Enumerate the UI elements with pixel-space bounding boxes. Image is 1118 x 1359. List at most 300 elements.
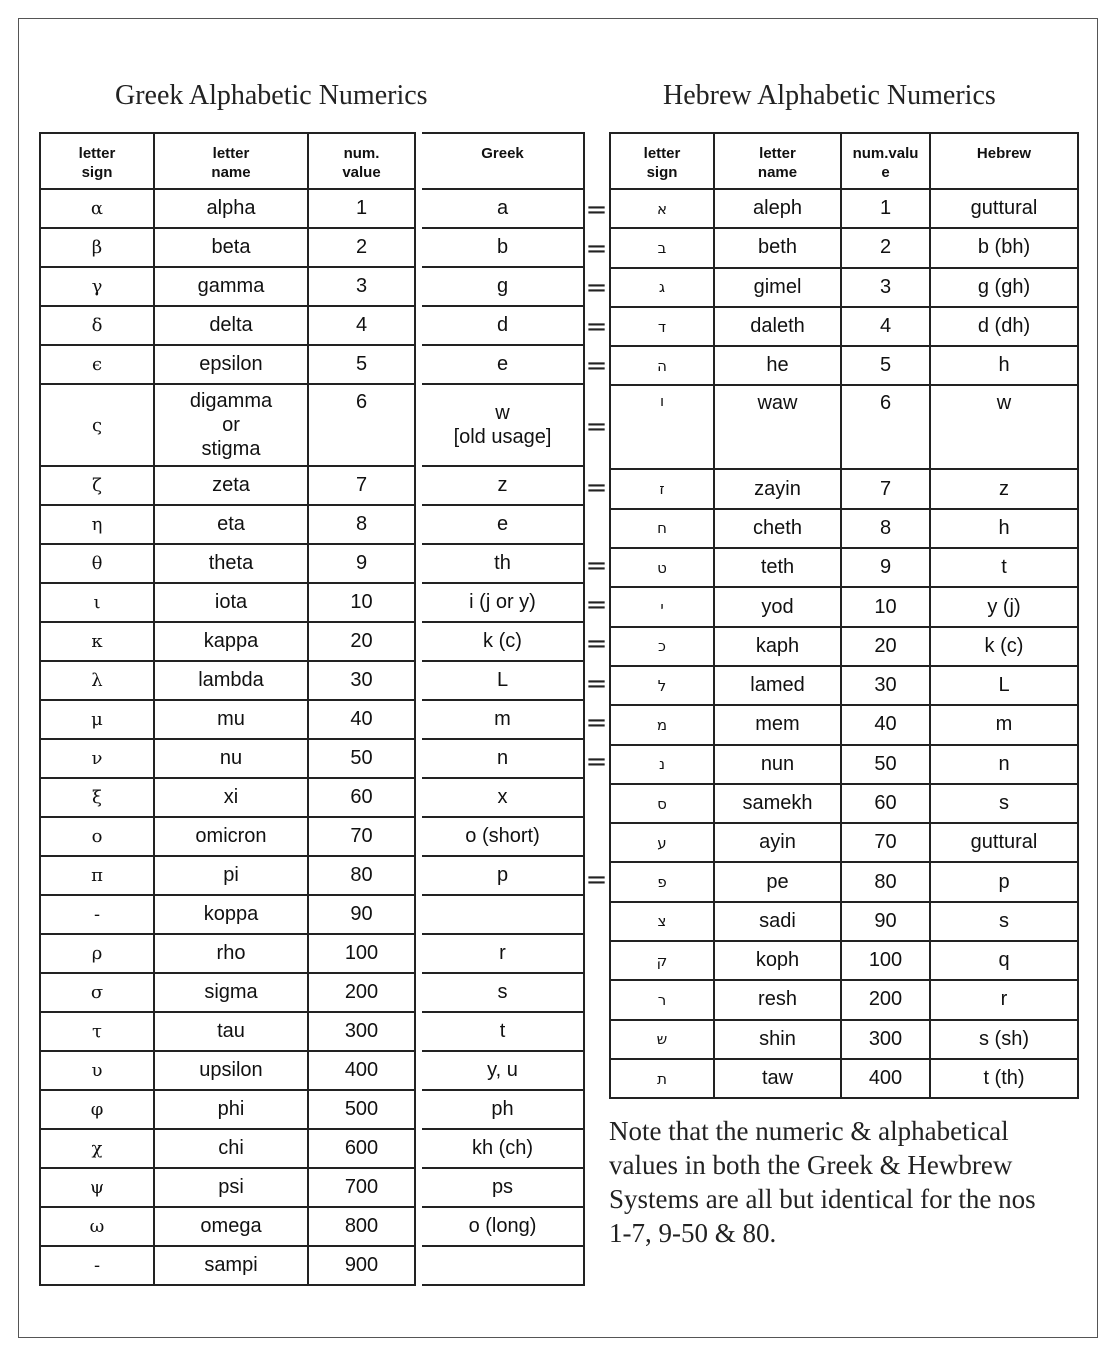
greek-num-value: 800 bbox=[308, 1207, 415, 1246]
greek-letter-name: iota bbox=[154, 583, 308, 622]
greek-row bbox=[40, 1051, 415, 1090]
greek-num-value: 1 bbox=[308, 189, 415, 228]
hebrew-letter-sign: נ bbox=[610, 745, 714, 784]
hebrew-table-title: Hebrew Alphabetic Numerics bbox=[663, 80, 996, 111]
hebrew-transliteration: h bbox=[930, 509, 1078, 548]
greek-num-value: 8 bbox=[308, 505, 415, 544]
equals-sign: = bbox=[585, 194, 608, 225]
translit-row bbox=[422, 895, 584, 934]
hebrew-letter-name: aleph bbox=[714, 189, 841, 228]
greek-num-value: 7 bbox=[308, 466, 415, 505]
hebrew-row bbox=[610, 587, 1078, 626]
greek-letter-name: pi bbox=[154, 856, 308, 895]
greek-letter-name: phi bbox=[154, 1090, 308, 1129]
greek-letter-name: delta bbox=[154, 306, 308, 345]
hebrew-letter-name: samekh bbox=[714, 784, 841, 823]
note-line: Note that the numeric & alphabetical bbox=[609, 1116, 1009, 1146]
hebrew-transliteration: k (c) bbox=[930, 627, 1078, 666]
hebrew-num-value: 300 bbox=[841, 1020, 930, 1059]
hebrew-letter-sign: צ bbox=[610, 902, 714, 941]
hebrew-letter-name: pe bbox=[714, 862, 841, 901]
hebrew-num-value: 6 bbox=[841, 385, 930, 469]
equals-sign: = bbox=[585, 864, 608, 895]
hebrew-row bbox=[610, 268, 1078, 307]
greek-row bbox=[40, 739, 415, 778]
hebrew-letter-sign: ג bbox=[610, 268, 714, 307]
greek-num-value: 400 bbox=[308, 1051, 415, 1090]
greek-num-value: 40 bbox=[308, 700, 415, 739]
equals-sign: = bbox=[585, 412, 608, 443]
greek-num-value: 90 bbox=[308, 895, 415, 934]
greek-letter-sign: λ bbox=[40, 661, 154, 700]
greek-row bbox=[40, 267, 415, 306]
greek-row bbox=[40, 466, 415, 505]
greek-row bbox=[40, 1207, 415, 1246]
hebrew-transliteration: t (th) bbox=[930, 1059, 1078, 1098]
greek-transliteration: b bbox=[422, 228, 584, 267]
greek-num-value: 200 bbox=[308, 973, 415, 1012]
hebrew-row bbox=[610, 980, 1078, 1019]
hebrew-num-value: 70 bbox=[841, 823, 930, 862]
translit-row bbox=[422, 306, 584, 345]
equals-sign bbox=[584, 1213, 609, 1252]
greek-row bbox=[40, 817, 415, 856]
greek-num-value: 70 bbox=[308, 817, 415, 856]
hebrew-row bbox=[610, 469, 1078, 508]
greek-letter-name-line: stigma bbox=[201, 438, 261, 460]
hebrew-letter-name: lamed bbox=[714, 666, 841, 705]
greek-letter-name: kappa bbox=[154, 622, 308, 661]
greek-transliteration: r bbox=[422, 934, 584, 973]
translit-row bbox=[422, 466, 584, 505]
greek-letter-name-line: or bbox=[222, 414, 240, 436]
greek-letter-name: epsilon bbox=[154, 345, 308, 384]
greek-num-value: 2 bbox=[308, 228, 415, 267]
greek-num-value: 700 bbox=[308, 1168, 415, 1207]
greek-transliteration: i (j or y) bbox=[422, 583, 584, 622]
hebrew-header-name: letter name bbox=[714, 133, 841, 189]
greek-header-row bbox=[40, 133, 415, 189]
hebrew-num-value: 9 bbox=[841, 548, 930, 587]
greek-letter-name: rho bbox=[154, 934, 308, 973]
greek-transliteration: ps bbox=[422, 1168, 584, 1207]
translit-row bbox=[422, 1051, 584, 1090]
hebrew-transliteration: m bbox=[930, 705, 1078, 744]
greek-row bbox=[40, 934, 415, 973]
hebrew-num-value: 2 bbox=[841, 228, 930, 267]
equals-sign bbox=[584, 899, 609, 938]
greek-row bbox=[40, 895, 415, 934]
greek-num-value: 4 bbox=[308, 306, 415, 345]
translit-row bbox=[422, 1090, 584, 1129]
hebrew-num-value: 30 bbox=[841, 666, 930, 705]
hebrew-row bbox=[610, 189, 1078, 228]
greek-num-value: 60 bbox=[308, 778, 415, 817]
greek-letter-name: lambda bbox=[154, 661, 308, 700]
greek-letter-sign: δ bbox=[40, 306, 154, 345]
hebrew-letter-name: shin bbox=[714, 1020, 841, 1059]
hebrew-header-translit: Hebrew bbox=[930, 133, 1078, 189]
greek-letter-sign: μ bbox=[40, 700, 154, 739]
greek-letter-sign: β bbox=[40, 228, 154, 267]
hebrew-num-value: 90 bbox=[841, 902, 930, 941]
hebrew-row bbox=[610, 902, 1078, 941]
hebrew-num-value: 8 bbox=[841, 509, 930, 548]
hebrew-row bbox=[610, 385, 1078, 469]
translit-row bbox=[422, 345, 584, 384]
hebrew-row bbox=[610, 509, 1078, 548]
hebrew-transliteration: s bbox=[930, 902, 1078, 941]
hebrew-letter-sign: ס bbox=[610, 784, 714, 823]
greek-transliteration-line: w bbox=[495, 402, 510, 424]
greek-row bbox=[40, 384, 415, 466]
greek-transliteration: t bbox=[422, 1012, 584, 1051]
hebrew-letter-sign: ר bbox=[610, 980, 714, 1019]
translit-row bbox=[422, 1207, 584, 1246]
equals-sign: = bbox=[585, 747, 608, 778]
equivalence-column bbox=[584, 132, 609, 1291]
hebrew-transliteration: z bbox=[930, 469, 1078, 508]
greek-num-value: 900 bbox=[308, 1246, 415, 1285]
hebrew-letter-name: nun bbox=[714, 745, 841, 784]
hebrew-header-value: num.valu e bbox=[841, 133, 930, 189]
hebrew-num-value: 60 bbox=[841, 784, 930, 823]
greek-row bbox=[40, 306, 415, 345]
note-line: 1-7, 9-50 & 80. bbox=[609, 1218, 777, 1248]
greek-num-value: 5 bbox=[308, 345, 415, 384]
hebrew-letter-sign: ד bbox=[610, 307, 714, 346]
hebrew-num-value: 7 bbox=[841, 469, 930, 508]
greek-row bbox=[40, 973, 415, 1012]
greek-transliteration: g bbox=[422, 267, 584, 306]
greek-letter-sign: - bbox=[40, 895, 154, 934]
greek-letter-sign: ρ bbox=[40, 934, 154, 973]
translit-row bbox=[422, 544, 584, 583]
greek-transliteration: y, u bbox=[422, 1051, 584, 1090]
hebrew-row bbox=[610, 1020, 1078, 1059]
translit-row bbox=[422, 1246, 584, 1285]
translit-row bbox=[422, 1129, 584, 1168]
greek-row bbox=[40, 189, 415, 228]
greek-letter-name: xi bbox=[154, 778, 308, 817]
hebrew-letter-sign: ו bbox=[610, 385, 714, 469]
hebrew-letter-name: waw bbox=[714, 385, 841, 469]
greek-letter-name: alpha bbox=[154, 189, 308, 228]
greek-letter-sign: κ bbox=[40, 622, 154, 661]
greek-letter-name: nu bbox=[154, 739, 308, 778]
greek-transliteration: o (short) bbox=[422, 817, 584, 856]
greek-transliteration: p bbox=[422, 856, 584, 895]
greek-transliteration: k (c) bbox=[422, 622, 584, 661]
hebrew-letter-name: daleth bbox=[714, 307, 841, 346]
hebrew-header-row bbox=[610, 133, 1078, 189]
equals-sign bbox=[584, 938, 609, 977]
greek-transliteration-table bbox=[422, 132, 585, 1286]
hebrew-transliteration: w bbox=[930, 385, 1078, 469]
greek-letter-sign: ζ bbox=[40, 466, 154, 505]
greek-row bbox=[40, 700, 415, 739]
greek-letter-name: zeta bbox=[154, 466, 308, 505]
hebrew-letter-name: resh bbox=[714, 980, 841, 1019]
hebrew-num-value: 80 bbox=[841, 862, 930, 901]
greek-num-value: 20 bbox=[308, 622, 415, 661]
hebrew-row bbox=[610, 228, 1078, 267]
hebrew-transliteration: b (bh) bbox=[930, 228, 1078, 267]
hebrew-letter-name: koph bbox=[714, 941, 841, 980]
equals-sign bbox=[584, 1056, 609, 1095]
greek-transliteration bbox=[422, 895, 584, 934]
greek-row bbox=[40, 505, 415, 544]
greek-letter-name: psi bbox=[154, 1168, 308, 1207]
hebrew-num-value: 40 bbox=[841, 705, 930, 744]
greek-transliteration: kh (ch) bbox=[422, 1129, 584, 1168]
equals-sign: = bbox=[585, 590, 608, 621]
translit-row bbox=[422, 1168, 584, 1207]
note-line: values in both the Greek & Hewbrew bbox=[609, 1150, 1013, 1180]
greek-row bbox=[40, 1129, 415, 1168]
greek-num-value: 6 bbox=[308, 384, 415, 466]
greek-row bbox=[40, 1090, 415, 1129]
greek-row bbox=[40, 345, 415, 384]
hebrew-letter-sign: ה bbox=[610, 346, 714, 385]
greek-letter-name: omicron bbox=[154, 817, 308, 856]
hebrew-letter-sign: כ bbox=[610, 627, 714, 666]
hebrew-row bbox=[610, 307, 1078, 346]
greek-letter-sign: ν bbox=[40, 739, 154, 778]
greek-num-value: 3 bbox=[308, 267, 415, 306]
greek-row bbox=[40, 661, 415, 700]
hebrew-letter-sign: ל bbox=[610, 666, 714, 705]
equals-sign bbox=[584, 821, 609, 860]
hebrew-row bbox=[610, 705, 1078, 744]
translit-row bbox=[422, 622, 584, 661]
note-line: Systems are all but identical for the nos bbox=[609, 1184, 1036, 1214]
translit-row bbox=[422, 583, 584, 622]
translit-row bbox=[422, 1012, 584, 1051]
greek-row bbox=[40, 228, 415, 267]
equals-sign bbox=[584, 978, 609, 1017]
greek-num-value: 10 bbox=[308, 583, 415, 622]
hebrew-transliteration: h bbox=[930, 346, 1078, 385]
greek-row bbox=[40, 856, 415, 895]
greek-transliteration: d bbox=[422, 306, 584, 345]
translit-row bbox=[422, 856, 584, 895]
greek-letter-sign: σ bbox=[40, 973, 154, 1012]
hebrew-num-value: 5 bbox=[841, 346, 930, 385]
greek-letter-sign: ϵ bbox=[40, 345, 154, 384]
greek-letter-name bbox=[154, 384, 308, 466]
greek-letter-name: sampi bbox=[154, 1246, 308, 1285]
equals-sign bbox=[584, 1134, 609, 1173]
equals-sign bbox=[584, 782, 609, 821]
greek-letter-name: koppa bbox=[154, 895, 308, 934]
hebrew-letter-name: zayin bbox=[714, 469, 841, 508]
greek-row bbox=[40, 1012, 415, 1051]
hebrew-letter-name: yod bbox=[714, 587, 841, 626]
greek-num-value: 9 bbox=[308, 544, 415, 583]
hebrew-row bbox=[610, 862, 1078, 901]
greek-num-value: 50 bbox=[308, 739, 415, 778]
greek-letter-sign: υ bbox=[40, 1051, 154, 1090]
hebrew-letter-name: he bbox=[714, 346, 841, 385]
translit-header-row bbox=[422, 133, 584, 189]
hebrew-letter-sign: ש bbox=[610, 1020, 714, 1059]
hebrew-num-value: 3 bbox=[841, 268, 930, 307]
hebrew-row bbox=[610, 627, 1078, 666]
greek-letter-sign: γ bbox=[40, 267, 154, 306]
hebrew-letter-sign: ב bbox=[610, 228, 714, 267]
greek-table-title: Greek Alphabetic Numerics bbox=[115, 80, 428, 111]
equals-sign bbox=[584, 1017, 609, 1056]
greek-letter-name: eta bbox=[154, 505, 308, 544]
hebrew-letter-name: kaph bbox=[714, 627, 841, 666]
hebrew-letter-name: teth bbox=[714, 548, 841, 587]
hebrew-letter-sign: ז bbox=[610, 469, 714, 508]
hebrew-letter-sign: י bbox=[610, 587, 714, 626]
greek-letter-sign: χ bbox=[40, 1129, 154, 1168]
hebrew-letter-sign: ע bbox=[610, 823, 714, 862]
greek-row bbox=[40, 778, 415, 817]
hebrew-transliteration: guttural bbox=[930, 823, 1078, 862]
hebrew-transliteration: L bbox=[930, 666, 1078, 705]
hebrew-num-value: 1 bbox=[841, 189, 930, 228]
translit-row bbox=[422, 505, 584, 544]
hebrew-row bbox=[610, 1059, 1078, 1098]
greek-row bbox=[40, 583, 415, 622]
hebrew-letter-name: beth bbox=[714, 228, 841, 267]
greek-letter-sign: θ bbox=[40, 544, 154, 583]
greek-row bbox=[40, 1168, 415, 1207]
greek-letter-name: gamma bbox=[154, 267, 308, 306]
greek-row bbox=[40, 622, 415, 661]
hebrew-letter-name: taw bbox=[714, 1059, 841, 1098]
hebrew-letter-name: ayin bbox=[714, 823, 841, 862]
hebrew-transliteration: s bbox=[930, 784, 1078, 823]
greek-letter-name: sigma bbox=[154, 973, 308, 1012]
hebrew-row bbox=[610, 666, 1078, 705]
greek-num-value: 300 bbox=[308, 1012, 415, 1051]
greek-letter-sign: ι bbox=[40, 583, 154, 622]
hebrew-letter-name: cheth bbox=[714, 509, 841, 548]
greek-letter-sign: η bbox=[40, 505, 154, 544]
equals-sign: = bbox=[585, 629, 608, 660]
translit-row bbox=[422, 973, 584, 1012]
greek-header-name: letter name bbox=[154, 133, 308, 189]
greek-letter-name: upsilon bbox=[154, 1051, 308, 1090]
hebrew-letter-sign: ת bbox=[610, 1059, 714, 1098]
greek-transliteration: ph bbox=[422, 1090, 584, 1129]
translit-row bbox=[422, 700, 584, 739]
hebrew-transliteration: r bbox=[930, 980, 1078, 1019]
greek-transliteration: n bbox=[422, 739, 584, 778]
greek-letter-sign: o bbox=[40, 817, 154, 856]
hebrew-transliteration: q bbox=[930, 941, 1078, 980]
hebrew-transliteration: d (dh) bbox=[930, 307, 1078, 346]
greek-letter-sign: ξ bbox=[40, 778, 154, 817]
greek-letter-name: tau bbox=[154, 1012, 308, 1051]
hebrew-letter-name: gimel bbox=[714, 268, 841, 307]
greek-letter-name: chi bbox=[154, 1129, 308, 1168]
translit-row bbox=[422, 817, 584, 856]
greek-transliteration: z bbox=[422, 466, 584, 505]
greek-letter-name: omega bbox=[154, 1207, 308, 1246]
greek-num-value: 600 bbox=[308, 1129, 415, 1168]
hebrew-row bbox=[610, 941, 1078, 980]
hebrew-header-sign: letter sign bbox=[610, 133, 714, 189]
hebrew-letter-name: mem bbox=[714, 705, 841, 744]
translit-row bbox=[422, 189, 584, 228]
hebrew-letter-sign: ק bbox=[610, 941, 714, 980]
hebrew-letter-name: sadi bbox=[714, 902, 841, 941]
equals-sign: = bbox=[585, 312, 608, 343]
equals-sign: = bbox=[585, 472, 608, 503]
greek-header-sign: letter sign bbox=[40, 133, 154, 189]
hebrew-letter-sign: ט bbox=[610, 548, 714, 587]
hebrew-row bbox=[610, 784, 1078, 823]
hebrew-row bbox=[610, 548, 1078, 587]
greek-transliteration: th bbox=[422, 544, 584, 583]
hebrew-transliteration: y (j) bbox=[930, 587, 1078, 626]
hebrew-transliteration: s (sh) bbox=[930, 1020, 1078, 1059]
greek-transliteration: e bbox=[422, 345, 584, 384]
hebrew-letter-sign: מ bbox=[610, 705, 714, 744]
equals-sign: = bbox=[585, 707, 608, 738]
greek-letter-sign: - bbox=[40, 1246, 154, 1285]
equals-header-spacer bbox=[584, 132, 609, 190]
greek-num-value: 30 bbox=[308, 661, 415, 700]
hebrew-num-value: 100 bbox=[841, 941, 930, 980]
translit-row bbox=[422, 661, 584, 700]
translit-row bbox=[422, 228, 584, 267]
greek-letter-sign: φ bbox=[40, 1090, 154, 1129]
translit-row bbox=[422, 384, 584, 466]
greek-letter-sign: α bbox=[40, 189, 154, 228]
equals-sign: = bbox=[585, 233, 608, 264]
greek-num-value: 100 bbox=[308, 934, 415, 973]
hebrew-num-value: 200 bbox=[841, 980, 930, 1019]
greek-num-value: 500 bbox=[308, 1090, 415, 1129]
hebrew-num-value: 400 bbox=[841, 1059, 930, 1098]
hebrew-letter-sign: א bbox=[610, 189, 714, 228]
greek-header-value: num. value bbox=[308, 133, 415, 189]
greek-row bbox=[40, 1246, 415, 1285]
equals-sign: = bbox=[585, 351, 608, 382]
translit-row bbox=[422, 739, 584, 778]
equals-sign bbox=[584, 1174, 609, 1213]
hebrew-num-value: 4 bbox=[841, 307, 930, 346]
greek-letter-sign: τ bbox=[40, 1012, 154, 1051]
greek-transliteration: x bbox=[422, 778, 584, 817]
hebrew-transliteration: p bbox=[930, 862, 1078, 901]
greek-letter-name: mu bbox=[154, 700, 308, 739]
comparison-note bbox=[609, 1114, 1079, 1250]
equals-sign bbox=[584, 1095, 609, 1134]
hebrew-num-value: 20 bbox=[841, 627, 930, 666]
hebrew-transliteration: guttural bbox=[930, 189, 1078, 228]
greek-transliteration: m bbox=[422, 700, 584, 739]
greek-letter-sign: ς bbox=[40, 384, 154, 466]
greek-letter-name-line: digamma bbox=[189, 390, 273, 412]
greek-transliteration: s bbox=[422, 973, 584, 1012]
hebrew-row bbox=[610, 823, 1078, 862]
greek-letter-sign: π bbox=[40, 856, 154, 895]
translit-row bbox=[422, 934, 584, 973]
translit-header: Greek bbox=[422, 133, 584, 189]
equals-sign bbox=[584, 1252, 609, 1291]
equals-sign: = bbox=[585, 668, 608, 699]
greek-transliteration-line: [old usage] bbox=[453, 426, 552, 448]
hebrew-transliteration: n bbox=[930, 745, 1078, 784]
